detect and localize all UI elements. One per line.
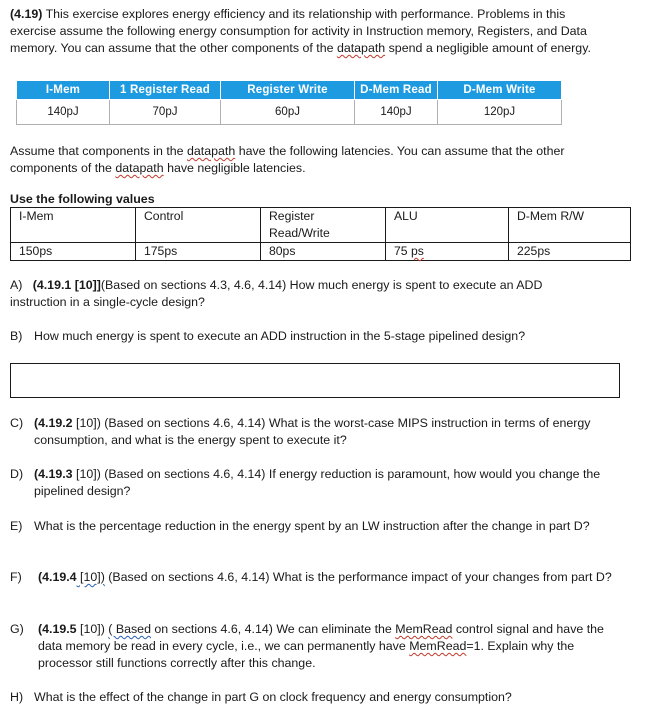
latency-intro [10, 143, 660, 177]
question-g-label: G) [10, 622, 24, 636]
exercise-number: (4.19) [10, 7, 43, 21]
latency-text-1c: have the following latencies. You can assume that the other [235, 144, 565, 158]
latency-value-dmem: 225ps [509, 243, 631, 261]
spellcheck-word: datapath [115, 161, 164, 175]
question-d-line-1 [34, 466, 634, 483]
question-f-points: [10]) [76, 570, 105, 584]
question-g-text-1c: on sections 4.6, 4.14) We can eliminate the [150, 622, 396, 636]
latency-value-register: 80ps [261, 243, 386, 261]
question-f-ref: (4.19.4 [38, 570, 77, 584]
energy-value-imem: 140pJ [17, 100, 110, 125]
spellcheck-word: ps [410, 244, 424, 258]
question-a-ref: (4.19.1 [10]] [32, 278, 101, 292]
spellcheck-word: ( Based [108, 622, 151, 636]
question-f-text: (Based on sections 4.6, 4.14) What is the performance impact of your changes from part D? [104, 570, 612, 584]
latency-header-control: Control [136, 208, 261, 243]
question-h-text: What is the effect of the change in part G on clock frequency and energy consumption? [34, 690, 512, 704]
question-c-text-1: [10]) (Based on sections 4.6, 4.14) What is the worst-case MIPS instruction in terms of energy [72, 416, 591, 430]
latency-header-imem: I-Mem [11, 208, 136, 243]
latency-text-2c: have negligible latencies. [163, 161, 306, 175]
question-a [10, 277, 650, 311]
question-g-points: [10]) [76, 622, 109, 636]
question-g-line-2 [38, 638, 648, 655]
question-a-label: A) [10, 278, 23, 292]
energy-header-reg-read: 1 Register Read [110, 81, 221, 100]
answer-box[interactable] [10, 363, 620, 398]
intro-text-3c: spend a negligible amount of energy. [385, 41, 591, 55]
energy-header-reg-write: Register Write [221, 81, 355, 100]
spellcheck-word: datapath [336, 41, 386, 55]
question-e-text: What is the percentage reduction in the energy spent by an LW instruction after the change in part D? [34, 519, 590, 533]
energy-header-imem: I-Mem [17, 81, 110, 100]
latency-header-register [261, 208, 386, 243]
question-c-ref: (4.19.2 [34, 416, 73, 430]
question-g-text-2c: =1. Explain why the [466, 639, 575, 653]
question-d-text-1: [10]) (Based on sections 4.6, 4.14) If energy reduction is paramount, how would you change the [72, 467, 601, 481]
energy-header-dmem-read: D-Mem Read [355, 81, 438, 100]
question-c-label: C) [10, 416, 24, 430]
intro-text-1: This exercise explores energy efficiency and its relationship with performance. Problems in this [42, 7, 566, 21]
question-d-line-2: pipelined design? [34, 484, 131, 498]
intro-paragraph [10, 6, 660, 57]
question-f-label: F) [10, 570, 22, 584]
energy-table [16, 80, 562, 125]
question-a-line-1 [10, 277, 650, 294]
spellcheck-word: datapath [187, 144, 236, 158]
latency-value-imem: 150ps [11, 243, 136, 261]
question-h-label: H) [10, 690, 24, 704]
question-d-label: D) [10, 467, 24, 481]
question-g-text-2a: data memory be read in every cycle, i.e., we can permanently have [38, 639, 410, 653]
latency-intro-line-2 [10, 160, 660, 177]
question-b-label: B) [10, 329, 23, 343]
latency-text-2a: components of the [10, 161, 116, 175]
question-a-text-1: (Based on sections 4.3, 4.6, 4.14) How much energy is spent to execute an ADD [100, 278, 543, 292]
energy-header-row [17, 81, 562, 100]
intro-line-3 [10, 40, 660, 57]
spellcheck-word: MemRead [395, 622, 453, 636]
question-c-line-2: consumption, and what is the energy spent to execute it? [34, 433, 347, 447]
energy-value-reg-read: 70pJ [110, 100, 221, 125]
question-b-text: How much energy is spent to execute an ADD instruction in the 5-stage pipelined design? [34, 329, 526, 343]
latency-intro-line-1 [10, 143, 660, 160]
question-e-label: E) [10, 519, 23, 533]
energy-header-dmem-write: D-Mem Write [438, 81, 562, 100]
latency-heading: Use the following values [10, 192, 155, 206]
question-g-text-1e: control signal and have the [452, 622, 604, 636]
energy-value-dmem-read: 140pJ [355, 100, 438, 125]
latency-header-row [11, 208, 631, 243]
energy-value-dmem-write: 120pJ [438, 100, 562, 125]
energy-value-reg-write: 60pJ [221, 100, 355, 125]
question-g-line-3: processor still functions correctly after this change. [38, 656, 316, 670]
question-g-ref: (4.19.5 [38, 622, 77, 636]
energy-value-row [17, 100, 562, 125]
question-a-line-2: instruction in a single-cycle design? [10, 295, 205, 309]
latency-value-control: 175ps [136, 243, 261, 261]
latency-alu-number: 75 [394, 244, 411, 258]
question-d-ref: (4.19.3 [34, 467, 73, 481]
question-g-line-1 [38, 621, 648, 638]
latency-header-alu: ALU [386, 208, 509, 243]
intro-line-2: exercise assume the following energy consumption for activity in Instruction memory, Registers, and Data [10, 24, 587, 38]
question-c-line-1 [34, 415, 634, 432]
latency-header-register-l1: Register [269, 209, 315, 223]
latency-table [10, 207, 631, 261]
latency-header-dmem: D-Mem R/W [509, 208, 631, 243]
intro-text-3a: memory. You can assume that the other components of the [10, 41, 337, 55]
latency-value-alu [386, 243, 509, 261]
spellcheck-word: MemRead [409, 639, 467, 653]
intro-line-1 [10, 6, 660, 23]
latency-text-1a: Assume that components in the [10, 144, 188, 158]
latency-header-register-l2: Read/Write [269, 226, 330, 240]
latency-value-row [11, 243, 631, 261]
